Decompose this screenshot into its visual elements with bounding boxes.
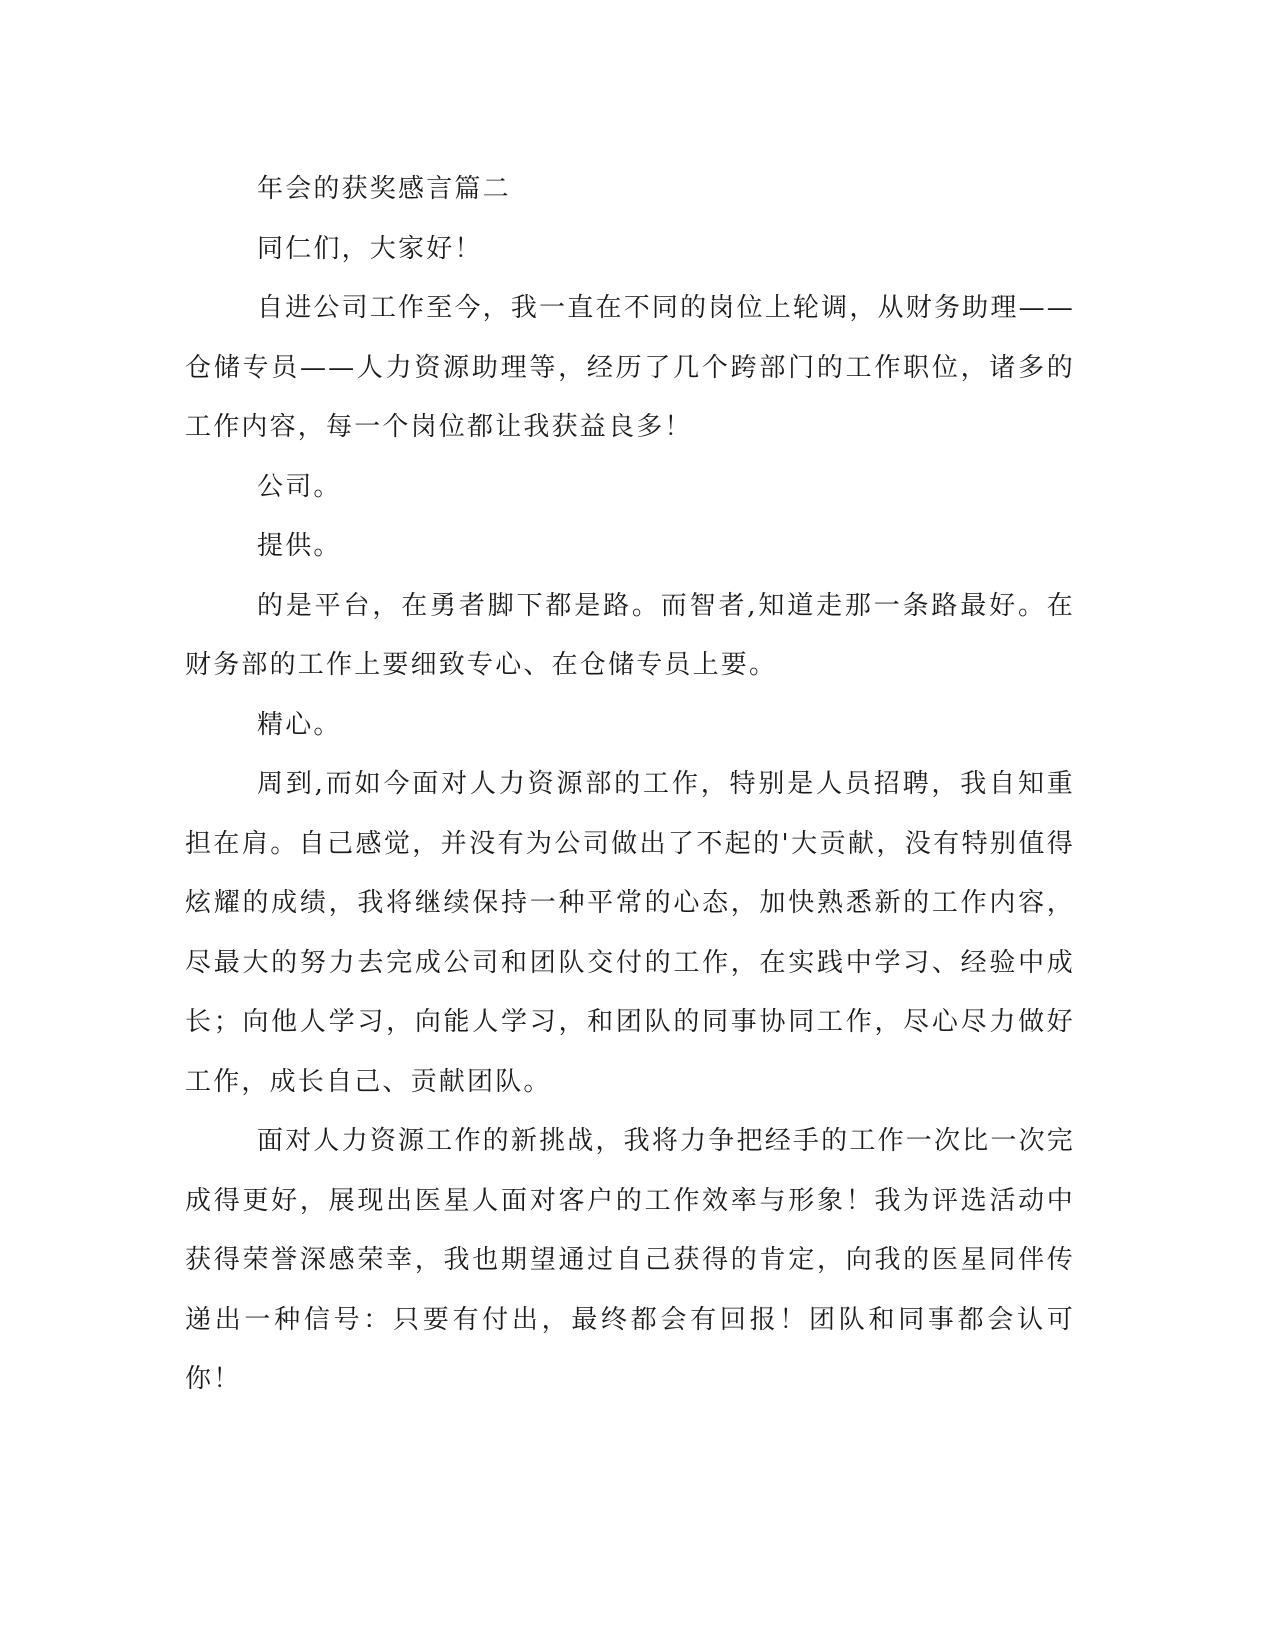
- document-body: [185, 160, 1075, 1410]
- document-heading: 年会的获奖感言篇二: [257, 174, 511, 204]
- body-paragraph: 提供。: [257, 531, 342, 561]
- body-paragraph: 自进公司工作至今，我一直在不同的岗位上轮调，从财务助理——仓储专员——人力资源助理等，经历了几个跨部门的工作职位，诸多的工作内容，每一个岗位都让我获益良多！: [185, 293, 1075, 442]
- body-paragraph: 面对人力资源工作的新挑战，我将力争把经手的工作一次比一次完成得更好，展现出医星人面对客户的工作效率与形象！我为评选活动中获得荣誉深感荣幸，我也期望通过自己获得的肯定，向我的医星同伴传递出一种信号：只要有付出，最终都会有回报！团队和同事都会认可你！: [185, 1126, 1075, 1394]
- body-paragraph: 公司。: [257, 471, 342, 502]
- body-paragraph: 的是平台，在勇者脚下都是路。而智者,知道走那一条路最好。在财务部的工作上要细致专心、在仓储专员上要。: [185, 590, 1075, 680]
- greeting-paragraph: 同仁们，大家好！: [257, 233, 483, 264]
- body-paragraph: 精心。: [257, 709, 342, 740]
- body-paragraph: 周到,而如今面对人力资源部的工作，特别是人员招聘，我自知重担在肩。自己感觉，并没有为公司做出了不起的'大贡献，没有特别值得炫耀的成绩，我将继续保持一种平常的心态，加快熟悉新的工作内容，尽最大的努力去完成公司和团队交付的工作，在实践中学习、经验中成长；向他人学习，向能人学习，和团队的同事协同工作，尽心尽力做好工作，成长自己、贡献团队。: [185, 769, 1075, 1097]
